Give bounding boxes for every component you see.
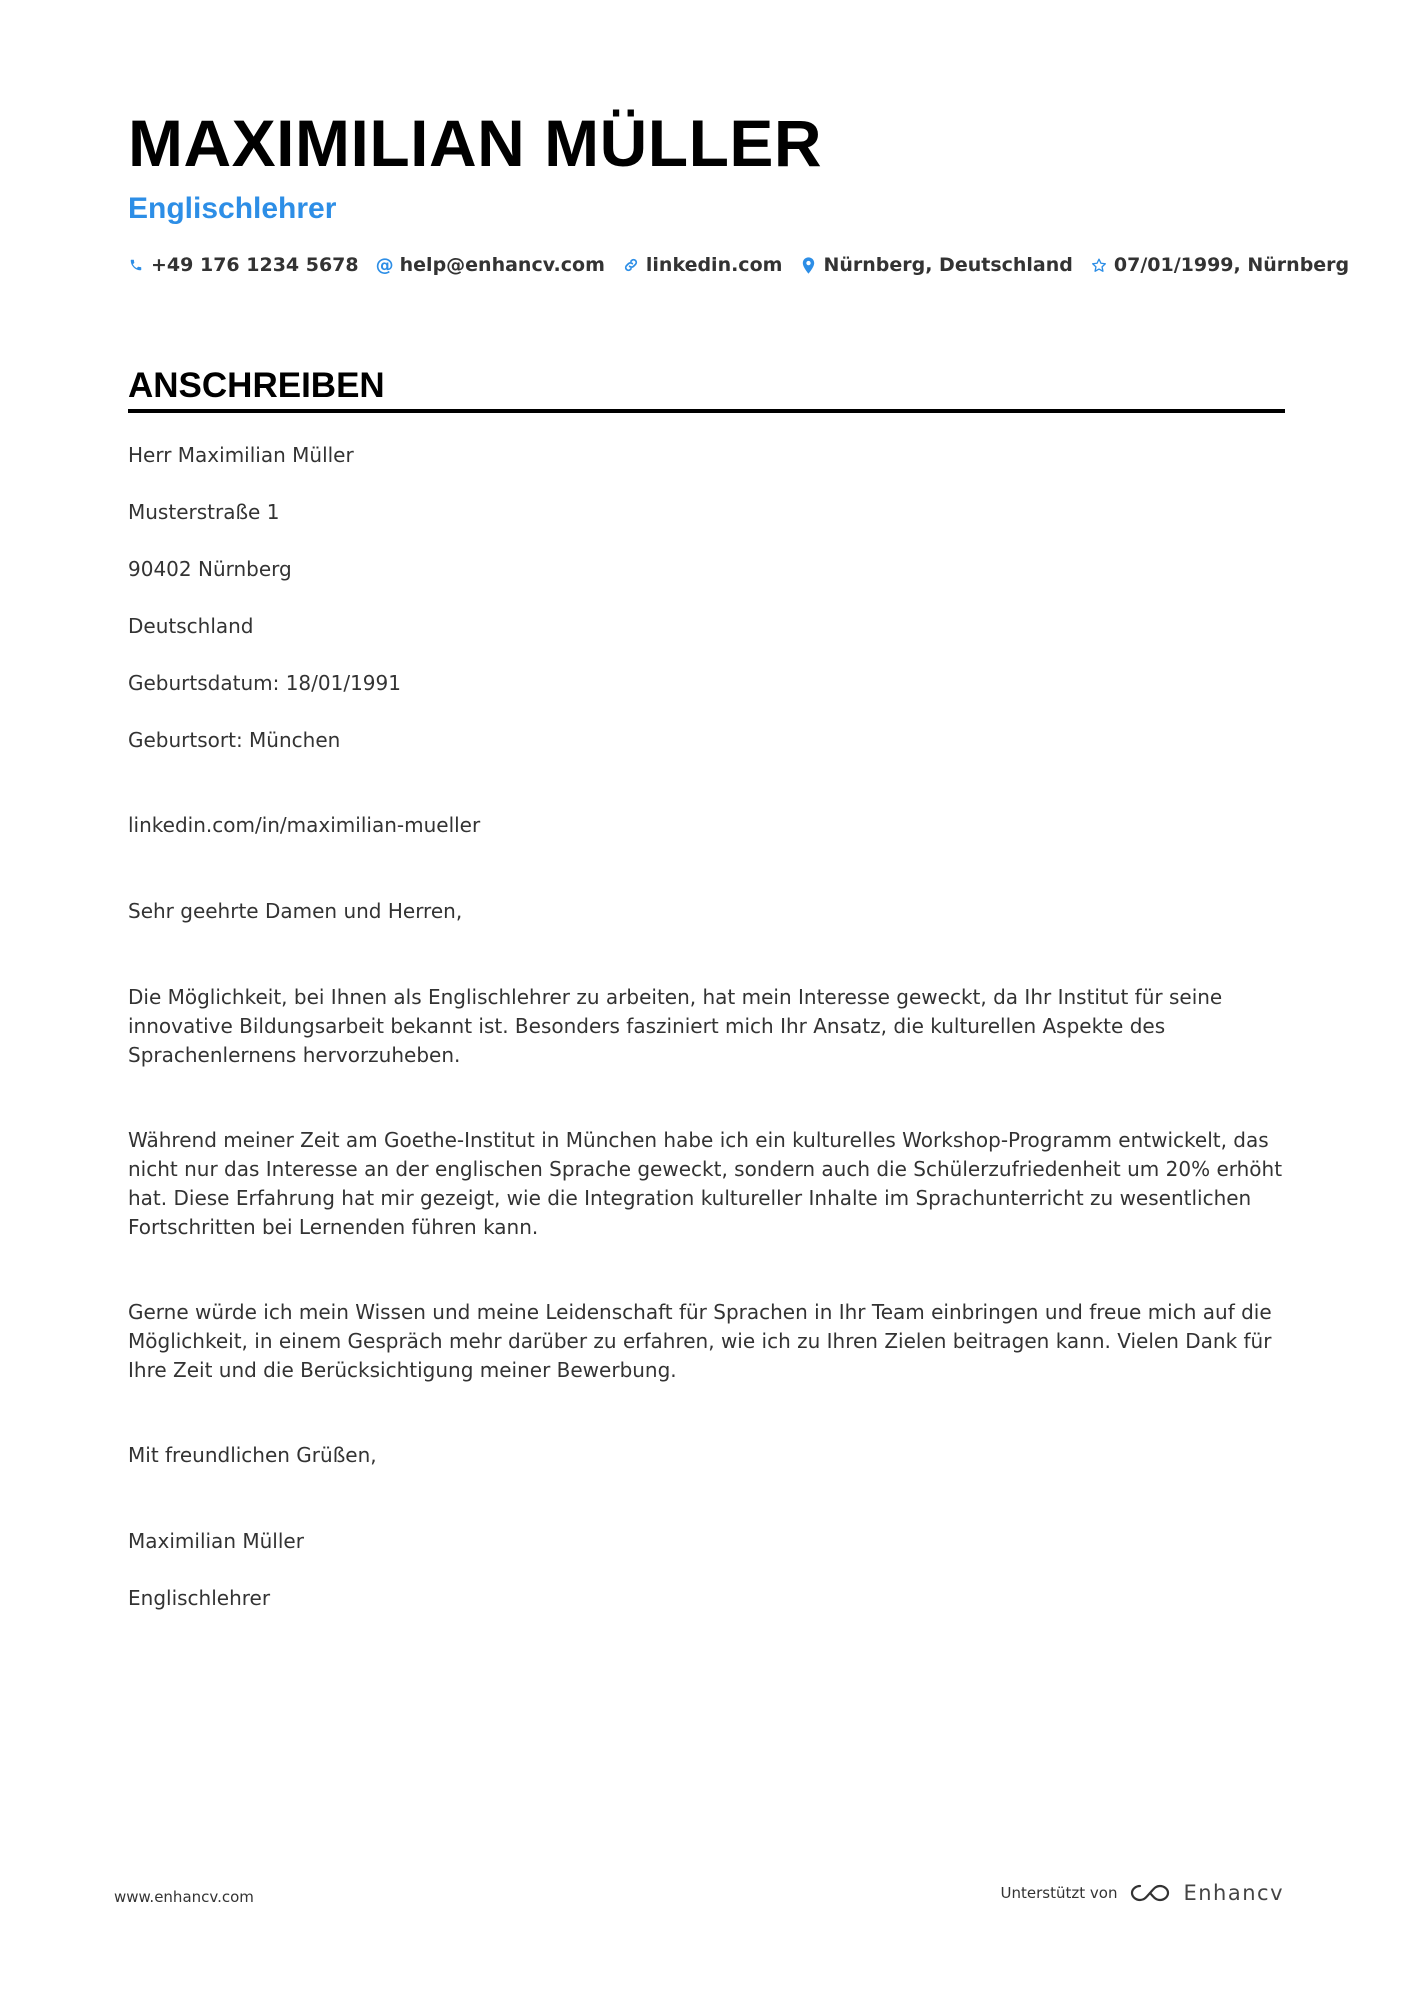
letter-paragraph: Während meiner Zeit am Goethe-Institut in München habe ich ein kulturelles Workshop-Programm entwickelt, das nicht nur das Interesse an der englischen Sprache geweckt, sondern auch die Schülerzufriedenheit um 20% erhöht hat. Diese Erfahrung hat mir gezeigt, wie die Integration kultureller Inhalte im Sprachunterricht zu wesentlichen Fortschritten bei Lernenden führen kann. [128,1128,1283,1239]
sender-linkedin: linkedin.com/in/maximilian-mueller [128,813,481,837]
phone-icon [128,256,144,274]
job-title: Englischlehrer [128,192,337,225]
sender-name: Herr Maximilian Müller [128,443,354,467]
closing: Mit freundlichen Grüßen, [128,1443,377,1467]
enhancv-brand-name: Enhancv [1183,1881,1284,1905]
powered-by-label: Unterstützt von [1000,1884,1118,1902]
contact-location-text: Nürnberg, Deutschland [823,254,1073,276]
contact-email[interactable] [377,254,605,276]
location-pin-icon [800,256,816,274]
signature-title: Englischlehrer [128,1586,271,1610]
star-icon [1091,256,1107,274]
contact-bar [128,254,1349,276]
enhancv-logo-icon [1127,1880,1173,1906]
link-icon [623,256,639,274]
contact-birth-text: 07/01/1999, Nürnberg [1113,254,1350,276]
contact-phone-text: +49 176 1234 5678 [151,254,359,276]
contact-birth [1091,254,1349,276]
footer-branding [1001,1880,1284,1906]
sender-birth-date: Geburtsdatum: 18/01/1991 [128,671,401,695]
contact-linkedin-text[interactable]: linkedin.com [645,254,783,276]
signature-name: Maximilian Müller [128,1529,304,1553]
sender-city: 90402 Nürnberg [128,557,292,581]
contact-linkedin[interactable] [623,254,783,276]
letter-paragraph: Die Möglichkeit, bei Ihnen als Englischlehrer zu arbeiten, hat mein Interesse geweckt, da Ihr Institut für seine innovative Bildungsarbeit bekannt ist. Besonders fasziniert mich Ihr Ansatz, die kulturellen Aspekte des Sprachenlernens hervorzuheben. [128,985,1223,1067]
footer-website[interactable]: www.enhancv.com [114,1888,254,1906]
sender-birth-place: Geburtsort: München [128,728,341,752]
section-title: ANSCHREIBEN [128,366,385,405]
candidate-name: MAXIMILIAN MÜLLER [128,106,823,180]
contact-location [800,254,1072,276]
at-icon: @ [375,254,394,276]
sender-country: Deutschland [128,614,254,638]
section-divider [128,409,1285,413]
contact-email-text[interactable]: help@enhancv.com [399,254,605,276]
sender-street: Musterstraße 1 [128,500,280,524]
salutation: Sehr geehrte Damen und Herren, [128,899,463,923]
contact-phone [128,254,359,276]
letter-paragraph: Gerne würde ich mein Wissen und meine Leidenschaft für Sprachen in Ihr Team einbringen und freue mich auf die Möglichkeit, in einem Gespräch mehr darüber zu erfahren, wie ich zu Ihren Zielen beitragen kann. Vielen Dank für Ihre Zeit und die Berücksichtigung meiner Bewerbung. [128,1300,1272,1382]
